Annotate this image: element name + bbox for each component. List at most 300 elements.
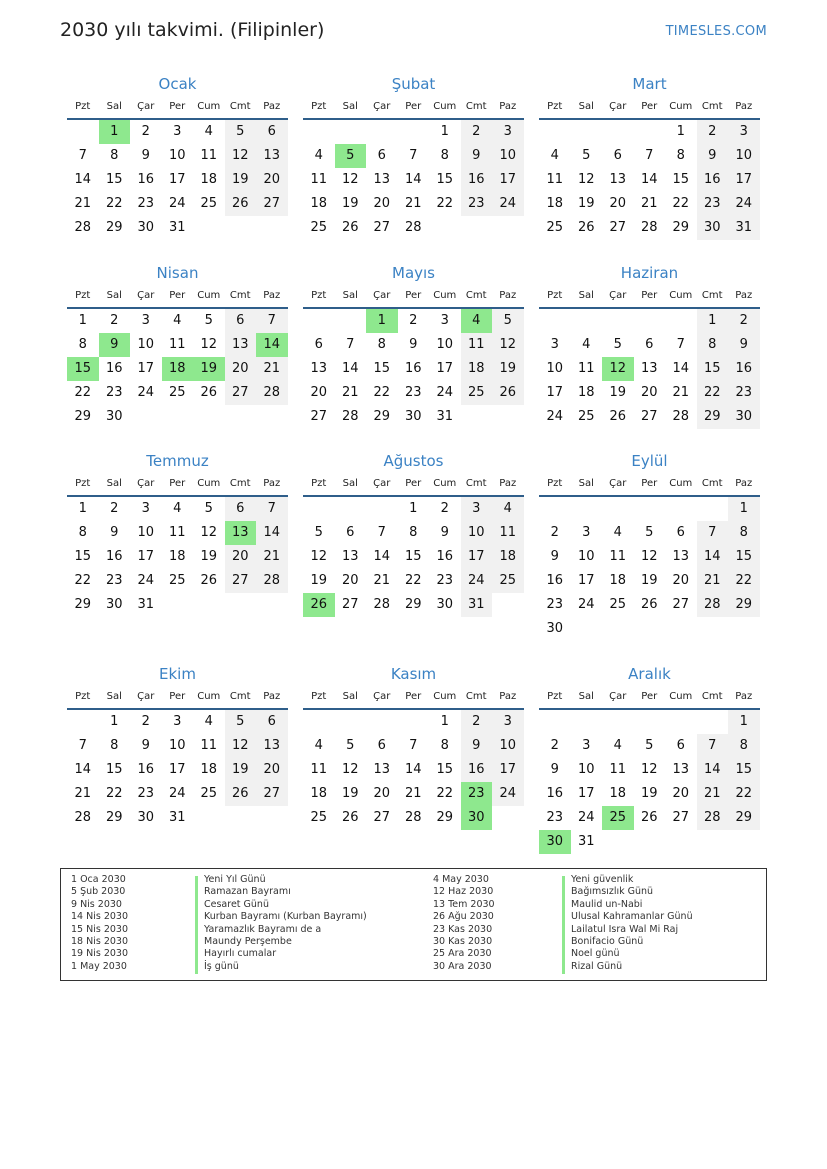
day-cell: 12 [225, 144, 257, 168]
day-cell: 16 [436, 549, 454, 564]
day-cell: 14 [640, 172, 658, 187]
weekday-label: Sal [106, 478, 122, 489]
day-cell: 15 [728, 758, 760, 782]
week-row [303, 168, 524, 192]
weekday-label: Paz [263, 478, 281, 489]
day-cell [634, 120, 666, 144]
weekday-label: Cum [197, 290, 221, 301]
day-cell: 8 [440, 738, 449, 753]
weekday-header [67, 285, 288, 309]
week-row [303, 309, 524, 333]
week-row [303, 806, 524, 830]
week-row [539, 309, 760, 333]
month-name: Şubat [391, 75, 436, 93]
month-name: Temmuz [146, 452, 209, 470]
weekday-label: Çar [137, 478, 155, 489]
day-cell: 26 [341, 810, 359, 825]
week-row [539, 545, 760, 569]
day-cell: 10 [436, 337, 454, 352]
month-block [303, 662, 524, 830]
day-cell: 29 [436, 810, 454, 825]
day-cell: 20 [672, 573, 690, 588]
weekday-label: Paz [735, 290, 753, 301]
day-cell [728, 830, 760, 854]
day-cell: 9 [461, 144, 493, 168]
weekday-label: Paz [263, 290, 281, 301]
day-cell: 10 [492, 734, 524, 758]
day-cell: 29 [672, 220, 690, 235]
day-cell: 28 [404, 220, 422, 235]
day-cell: 25 [602, 806, 634, 830]
day-cell: 29 [74, 597, 92, 612]
day-cell: 23 [404, 385, 422, 400]
week-row [303, 593, 524, 617]
day-cell [193, 405, 225, 429]
day-cell: 20 [256, 168, 288, 192]
week-row [67, 144, 288, 168]
day-cell: 13 [373, 762, 391, 777]
day-cell [697, 710, 729, 734]
day-cell: 2 [141, 124, 150, 139]
day-cell: 25 [310, 810, 328, 825]
day-cell: 20 [225, 357, 257, 381]
day-cell [335, 710, 367, 734]
week-row [303, 216, 524, 240]
day-cell [665, 710, 697, 734]
day-cell: 29 [373, 409, 391, 424]
legend-bar [195, 876, 198, 974]
day-cell [303, 120, 335, 144]
weekday-label: Çar [373, 290, 391, 301]
day-cell: 17 [546, 385, 564, 400]
day-cell: 17 [577, 573, 595, 588]
day-cell: 6 [225, 497, 257, 521]
day-cell: 15 [105, 762, 123, 777]
day-cell: 6 [676, 738, 685, 753]
weekday-label: Pzt [75, 290, 91, 301]
month-block [539, 72, 760, 240]
week-row [303, 545, 524, 569]
weekday-label: Per [641, 691, 658, 702]
legend-date: 13 Tem 2030 [433, 898, 495, 910]
weekday-label: Çar [609, 101, 627, 112]
day-cell: 8 [697, 333, 729, 357]
legend-bar [562, 876, 565, 974]
day-cell: 5 [225, 710, 257, 734]
day-cell: 25 [577, 409, 595, 424]
day-cell: 12 [200, 337, 218, 352]
day-cell: 9 [728, 333, 760, 357]
week-row [67, 216, 288, 240]
week-row [539, 617, 760, 641]
day-cell: 9 [409, 337, 418, 352]
weekday-header [67, 96, 288, 120]
week-row [539, 782, 760, 806]
day-cell: 29 [728, 806, 760, 830]
day-cell: 28 [373, 597, 391, 612]
day-cell [67, 120, 99, 144]
day-cell: 31 [461, 593, 493, 617]
day-cell [602, 830, 634, 854]
week-row [303, 521, 524, 545]
legend-holiday-name: Yaramazlık Bayramı de a [204, 923, 322, 935]
month-block [67, 261, 288, 429]
day-cell: 4 [314, 148, 323, 163]
day-cell [539, 497, 571, 521]
day-cell: 19 [341, 196, 359, 211]
month-block [539, 261, 760, 429]
day-cell: 9 [461, 734, 493, 758]
weekday-label: Pzt [311, 478, 327, 489]
day-cell: 30 [697, 216, 729, 240]
day-cell: 14 [373, 549, 391, 564]
legend-dates-right [433, 874, 495, 973]
day-cell: 12 [341, 172, 359, 187]
month-block [303, 72, 524, 240]
day-cell: 24 [577, 810, 595, 825]
page-title: 2030 yılı takvimi. (Filipinler) [60, 19, 325, 41]
day-cell [492, 593, 524, 617]
brand-logo[interactable]: TIMESLES.COM [665, 24, 767, 39]
day-cell: 27 [341, 597, 359, 612]
day-cell: 8 [377, 337, 386, 352]
weekday-header [303, 285, 524, 309]
day-cell: 15 [404, 549, 422, 564]
day-cell: 26 [225, 782, 257, 806]
day-cell: 30 [461, 806, 493, 830]
day-cell: 22 [74, 573, 92, 588]
day-cell: 31 [436, 409, 454, 424]
week-row [539, 357, 760, 381]
week-row [539, 830, 760, 854]
week-row [67, 569, 288, 593]
day-cell: 14 [697, 758, 729, 782]
week-row [303, 144, 524, 168]
day-cell [602, 120, 634, 144]
day-cell: 23 [461, 782, 493, 806]
week-row [67, 357, 288, 381]
day-cell [492, 216, 524, 240]
weekday-label: Pzt [311, 290, 327, 301]
day-cell: 2 [461, 710, 493, 734]
day-cell: 24 [728, 192, 760, 216]
week-row [67, 734, 288, 758]
day-cell: 7 [78, 148, 87, 163]
day-cell: 3 [550, 337, 559, 352]
day-cell: 2 [110, 501, 119, 516]
day-cell: 24 [137, 573, 155, 588]
day-cell: 20 [225, 545, 257, 569]
day-cell [162, 593, 194, 617]
day-cell: 28 [404, 810, 422, 825]
weekday-label: Paz [499, 478, 517, 489]
day-cell: 19 [640, 573, 658, 588]
day-cell: 30 [105, 597, 123, 612]
day-cell [429, 216, 461, 240]
day-cell: 3 [492, 120, 524, 144]
day-cell: 9 [141, 148, 150, 163]
weekday-label: Paz [735, 478, 753, 489]
day-cell: 12 [577, 172, 595, 187]
day-cell: 17 [168, 172, 186, 187]
day-cell: 10 [546, 361, 564, 376]
day-cell: 31 [168, 810, 186, 825]
legend-date: 14 Nis 2030 [71, 911, 128, 923]
day-cell [697, 830, 729, 854]
day-cell: 22 [404, 573, 422, 588]
day-cell: 10 [577, 549, 595, 564]
day-cell: 21 [404, 786, 422, 801]
legend-holiday-name: Noel günü [571, 948, 620, 960]
day-cell: 4 [492, 497, 524, 521]
day-cell: 30 [728, 405, 760, 429]
day-cell: 25 [310, 220, 328, 235]
day-cell: 2 [110, 313, 119, 328]
day-cell [130, 405, 162, 429]
day-cell: 13 [373, 172, 391, 187]
legend-names-left [204, 874, 367, 973]
day-cell: 26 [577, 220, 595, 235]
day-cell [193, 593, 225, 617]
week-row [67, 758, 288, 782]
day-cell: 26 [492, 381, 524, 405]
day-cell: 13 [341, 549, 359, 564]
day-cell: 26 [609, 409, 627, 424]
day-cell: 6 [225, 309, 257, 333]
day-cell: 4 [613, 738, 622, 753]
legend-date: 9 Nis 2030 [71, 898, 122, 910]
weekday-label: Çar [609, 691, 627, 702]
day-cell: 4 [550, 148, 559, 163]
day-cell: 19 [609, 385, 627, 400]
weekday-label: Per [169, 478, 186, 489]
day-cell: 9 [440, 525, 449, 540]
week-row [539, 806, 760, 830]
day-cell: 18 [310, 786, 328, 801]
weekday-label: Paz [735, 691, 753, 702]
week-row [539, 521, 760, 545]
day-cell: 13 [256, 734, 288, 758]
weekday-label: Cmt [465, 478, 487, 489]
weekday-label: Paz [499, 101, 517, 112]
day-cell: 12 [602, 357, 634, 381]
weekday-label: Cum [669, 691, 693, 702]
week-row [303, 381, 524, 405]
day-cell: 27 [225, 569, 257, 593]
day-cell [665, 617, 697, 641]
week-row [303, 710, 524, 734]
day-cell [634, 617, 666, 641]
weekday-label: Cum [197, 101, 221, 112]
day-cell: 18 [461, 357, 493, 381]
week-row [539, 710, 760, 734]
day-cell: 20 [672, 786, 690, 801]
day-cell: 21 [74, 196, 92, 211]
month-name: Ekim [159, 665, 196, 683]
weekday-label: Per [641, 101, 658, 112]
day-cell: 7 [697, 521, 729, 545]
weekday-label: Cum [669, 478, 693, 489]
week-row [67, 309, 288, 333]
day-cell: 27 [672, 597, 690, 612]
day-cell: 2 [409, 313, 418, 328]
day-cell: 13 [225, 521, 257, 545]
day-cell: 9 [550, 549, 559, 564]
day-cell: 17 [728, 168, 760, 192]
day-cell [256, 405, 288, 429]
legend-date: 4 May 2030 [433, 874, 489, 885]
day-cell: 6 [314, 337, 323, 352]
day-cell: 3 [492, 710, 524, 734]
day-cell: 27 [256, 782, 288, 806]
day-cell: 1 [78, 313, 87, 328]
day-cell: 1 [110, 714, 119, 729]
day-cell [256, 593, 288, 617]
day-cell: 25 [200, 196, 218, 211]
legend-holiday-name: Bonifacio Günü [571, 936, 644, 948]
day-cell: 24 [492, 782, 524, 806]
week-row [539, 333, 760, 357]
day-cell: 26 [640, 810, 658, 825]
legend-holiday-name: Ulusal Kahramanlar Günü [571, 911, 693, 923]
day-cell [665, 497, 697, 521]
day-cell: 19 [310, 573, 328, 588]
legend-holiday-name: Maulid un-Nabi [571, 898, 643, 910]
day-cell: 8 [728, 734, 760, 758]
day-cell [571, 710, 603, 734]
day-cell: 29 [697, 405, 729, 429]
day-cell: 22 [373, 385, 391, 400]
day-cell: 10 [137, 337, 155, 352]
weekday-label: Çar [137, 290, 155, 301]
weekday-label: Paz [499, 290, 517, 301]
week-row [539, 192, 760, 216]
month-name: Mart [632, 75, 667, 93]
day-cell [193, 216, 225, 240]
month-block [539, 662, 760, 854]
day-cell: 23 [105, 573, 123, 588]
day-cell [571, 309, 603, 333]
day-cell: 24 [577, 597, 595, 612]
week-row [539, 497, 760, 521]
day-cell: 8 [110, 148, 119, 163]
day-cell [634, 710, 666, 734]
day-cell: 20 [609, 196, 627, 211]
day-cell: 21 [74, 786, 92, 801]
day-cell: 16 [697, 168, 729, 192]
day-cell: 16 [404, 361, 422, 376]
day-cell: 2 [697, 120, 729, 144]
day-cell: 11 [609, 549, 627, 564]
day-cell: 14 [74, 762, 92, 777]
weekday-label: Per [641, 478, 658, 489]
day-cell: 22 [105, 786, 123, 801]
day-cell: 24 [546, 409, 564, 424]
day-cell: 2 [550, 525, 559, 540]
weekday-label: Sal [578, 101, 594, 112]
legend-date: 26 Ağu 2030 [433, 911, 494, 923]
month-block [303, 449, 524, 617]
day-cell: 11 [492, 521, 524, 545]
day-cell: 11 [461, 333, 493, 357]
day-cell [602, 497, 634, 521]
week-row [303, 734, 524, 758]
day-cell [461, 216, 493, 240]
weekday-label: Cum [433, 478, 457, 489]
day-cell: 5 [204, 501, 213, 516]
week-row [67, 120, 288, 144]
day-cell [303, 309, 335, 333]
day-cell: 10 [492, 144, 524, 168]
day-cell: 6 [645, 337, 654, 352]
legend-date: 30 Ara 2030 [433, 960, 492, 972]
legend-holiday-name: Kurban Bayramı (Kurban Bayramı) [204, 911, 367, 923]
day-cell: 25 [609, 597, 627, 612]
day-cell: 25 [200, 786, 218, 801]
week-row [539, 758, 760, 782]
day-cell [303, 497, 335, 521]
week-row [539, 144, 760, 168]
day-cell: 3 [440, 313, 449, 328]
day-cell: 14 [256, 521, 288, 545]
weekday-label: Per [405, 691, 422, 702]
day-cell: 1 [728, 710, 760, 734]
day-cell: 30 [105, 409, 123, 424]
day-cell: 16 [728, 357, 760, 381]
day-cell: 7 [78, 738, 87, 753]
day-cell [602, 710, 634, 734]
weekday-header [67, 473, 288, 497]
weekday-label: Cum [669, 101, 693, 112]
day-cell: 21 [341, 385, 359, 400]
day-cell: 9 [697, 144, 729, 168]
day-cell: 22 [74, 385, 92, 400]
week-row [539, 168, 760, 192]
day-cell: 12 [492, 333, 524, 357]
day-cell: 15 [67, 357, 99, 381]
day-cell: 17 [137, 361, 155, 376]
day-cell: 18 [577, 385, 595, 400]
week-row [303, 782, 524, 806]
day-cell: 13 [672, 549, 690, 564]
weekday-label: Paz [735, 101, 753, 112]
legend-date: 15 Nis 2030 [71, 923, 128, 935]
day-cell: 16 [461, 168, 493, 192]
day-cell: 26 [341, 220, 359, 235]
week-row [303, 497, 524, 521]
day-cell [303, 710, 335, 734]
legend-holiday-name: Maundy Perşembe [204, 936, 292, 948]
weekday-label: Sal [342, 691, 358, 702]
day-cell: 23 [436, 573, 454, 588]
weekday-label: Çar [137, 691, 155, 702]
weekday-label: Cum [433, 290, 457, 301]
day-cell: 20 [341, 573, 359, 588]
legend-holiday-name: Yeni güvenlik [571, 874, 634, 885]
day-cell: 5 [225, 120, 257, 144]
day-cell [366, 497, 398, 521]
day-cell: 22 [672, 196, 690, 211]
day-cell: 28 [341, 409, 359, 424]
day-cell [162, 405, 194, 429]
legend-date: 25 Ara 2030 [433, 948, 492, 960]
day-cell: 13 [609, 172, 627, 187]
weekday-label: Pzt [75, 101, 91, 112]
day-cell: 27 [225, 381, 257, 405]
weekday-label: Per [169, 691, 186, 702]
day-cell: 5 [645, 738, 654, 753]
legend-holiday-name: Yeni Yıl Günü [204, 874, 266, 885]
